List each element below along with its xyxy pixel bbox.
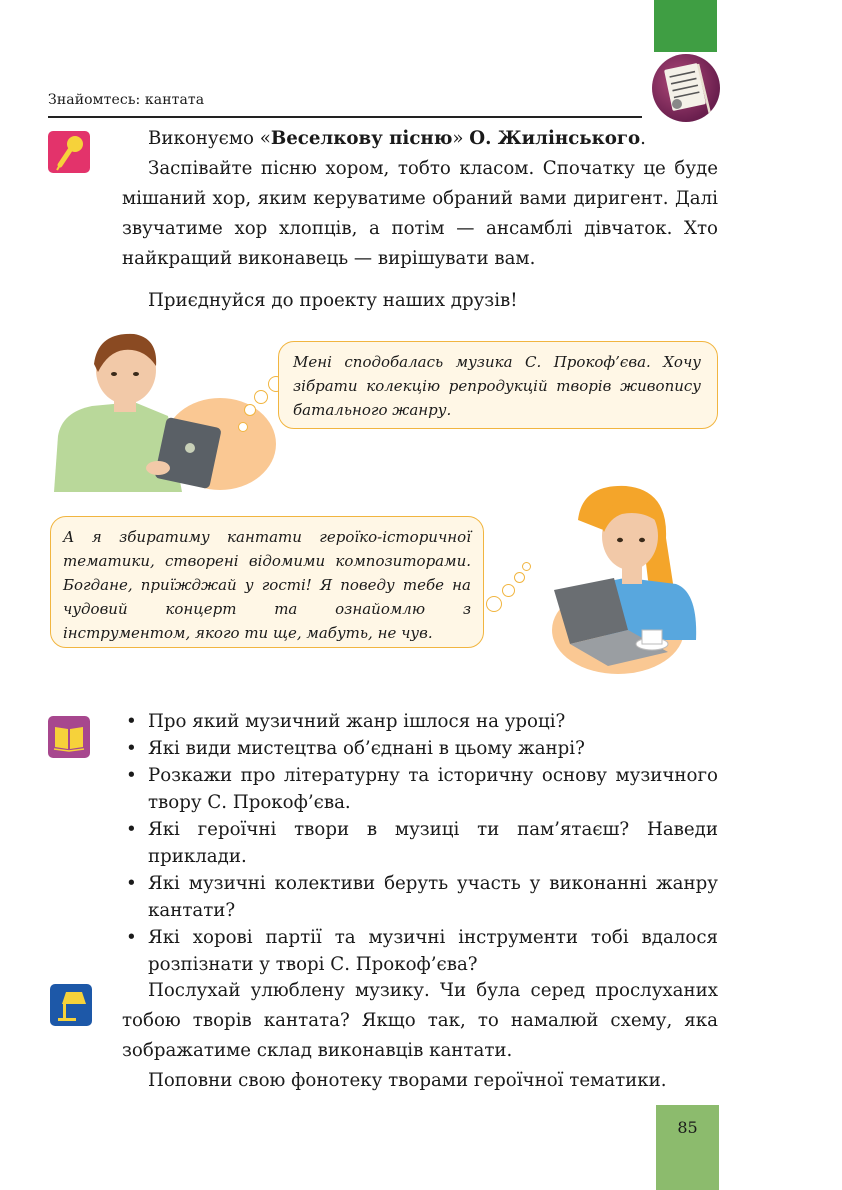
list-item: • Які музичні колективи беруть участь у виконанні жанру кантати? (126, 873, 718, 921)
thought-dot (514, 572, 525, 583)
homework-section (122, 976, 718, 1096)
thought-dot (502, 584, 515, 597)
boy-speech-bubble: Мені сподобалась музика С. Прокоф’єва. Хочу зібрати колекцію репродукцій творів живопису батального жанру. (278, 341, 718, 429)
singing-intro: Виконуємо «Веселкову пісню» О. Жилінського. (148, 128, 646, 149)
list-item: • Які хорові партії та музичні інструменти тобі вдалося розпізнати у творі С. Прокоф’єва? (126, 927, 718, 975)
list-item: • Розкажи про літературну та історичну основу музичного твору С. Прокоф’єва. (126, 765, 718, 813)
homework-paragraph-2: Поповни свою фонотеку творами героїчної тематики. (148, 1070, 667, 1091)
microphone-icon (48, 131, 90, 173)
homework-paragraph: Послухай улюблену музику. Чи була серед прослуханих тобою творів кантата? Якщо так, то намалюй схему, яка зображатиме склад виконавців кантати. (122, 980, 718, 1061)
list-item: • Про який музичний жанр ішлося на уроці? (126, 711, 566, 732)
thought-dot (522, 562, 531, 571)
thought-dot (238, 422, 248, 432)
thought-dot (486, 596, 502, 612)
thought-dot (254, 390, 268, 404)
top-color-tab (654, 0, 717, 52)
desk-lamp-icon (50, 984, 92, 1026)
running-title: Знайомтесь: кантата (48, 92, 205, 108)
composer-name: О. Жилінського (469, 128, 641, 149)
header-rule (48, 116, 642, 118)
list-item: • Які героїчні твори в музиці ти пам’ятаєш? Наведи приклади. (126, 819, 718, 867)
girl-with-laptop-illustration (548, 480, 720, 676)
thought-dot (244, 404, 256, 416)
girl-speech-bubble: А я збиратиму кантати героїко-історичної тематики, створені відомими композиторами. Богдане, приїжджай у гості! Я поведу тебе на чудовий концерт та ознайомлю з інструментом, якого ти ще, мабуть, не чув. (50, 516, 484, 648)
open-book-icon (48, 716, 90, 758)
list-item: • Які види мистецтва об’єднані в цьому жанрі? (126, 738, 585, 759)
singing-section (122, 124, 718, 274)
music-score-emblem-icon (652, 54, 720, 122)
singing-paragraph: Заспівайте пісню хором, тобто класом. Спочатку це буде мішаний хор, яким керуватиме обраний вами диригент. Далі звучатиме хор хлопців, а потім — ансамблі дівчаток. Хто найкращий виконавець — вирішувати вам. (122, 158, 718, 269)
question-list (122, 708, 718, 978)
page-number: 85 (677, 1118, 698, 1137)
invite-line: Приєднуйся до проекту наших друзів! (148, 290, 518, 311)
song-title: Веселкову пісню (270, 128, 453, 149)
